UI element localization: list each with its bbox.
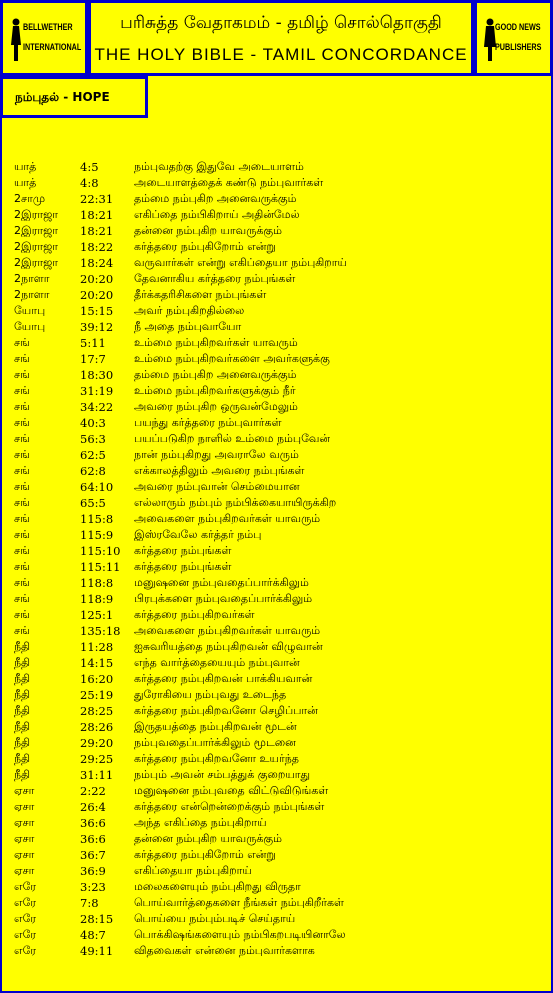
verse-excerpt: அவரை நம்புகிற ஒருவன்மேலும் [134, 400, 298, 413]
verse-reference: 64:10 [80, 480, 114, 494]
right-logo-line-2: PUBLISHERS [495, 42, 542, 52]
verse-excerpt: கர்த்தரை நம்புகிறவனோ உயர்ந்த [134, 752, 299, 765]
book-abbrev: சங் [14, 368, 30, 381]
goodnews-logo [474, 0, 553, 76]
verse-excerpt: பொக்கிஷங்களையும் நம்பிகறபடியினாலே [134, 928, 346, 941]
list-item [14, 271, 544, 287]
verse-excerpt: உம்மை நம்புகிறவர்களை அவர்களுக்கு [134, 352, 330, 365]
verse-excerpt: எகிப்தையா நம்புகிறாய் [134, 864, 252, 877]
verse-reference: 4:8 [80, 176, 99, 190]
book-abbrev: நீதி [14, 704, 31, 717]
verse-excerpt: பயப்படுகிற நாளில் உம்மை நம்புவேன் [134, 432, 331, 445]
list-item [14, 351, 544, 367]
list-item [14, 159, 544, 175]
verse-reference: 17:7 [80, 352, 106, 366]
verse-reference: 18:22 [80, 240, 114, 254]
list-item [14, 479, 544, 495]
verse-reference: 125:1 [80, 608, 114, 622]
verse-excerpt: கர்த்தரை நம்புங்கள் [134, 560, 232, 573]
book-abbrev: ஏசா [14, 784, 35, 797]
verse-excerpt: கர்த்தரை நம்புகிறோம் என்று [134, 848, 276, 861]
verse-excerpt: நீ அதை நம்புவாயோ [134, 320, 242, 333]
verse-excerpt: கர்த்தரை நம்புகிறவனோ செழிப்பான் [134, 704, 318, 717]
section-title: நம்புதல் - HOPE [15, 90, 110, 104]
verse-excerpt: மனுஷனை நம்புவதை விட்டுவிடுங்கள் [134, 784, 329, 797]
verse-reference: 40:3 [80, 416, 106, 430]
verse-reference: 11:28 [80, 640, 114, 654]
list-item [14, 575, 544, 591]
verse-reference: 29:25 [80, 752, 114, 766]
section-header [0, 76, 148, 118]
verse-reference: 48:7 [80, 928, 106, 942]
verse-reference: 115:9 [80, 528, 114, 542]
book-abbrev: சங் [14, 400, 30, 413]
verse-excerpt: துரோகியை நம்புவது உடைந்த [134, 688, 287, 701]
verse-excerpt: அவைகளை நம்புகிறவர்கள் யாவரும் [134, 624, 321, 637]
verse-excerpt: அவைகளை நம்புகிறவர்கள் யாவரும் [134, 512, 321, 525]
list-item [14, 415, 544, 431]
book-abbrev: எரே [14, 912, 37, 925]
verse-reference: 26:4 [80, 800, 106, 814]
list-item [14, 255, 544, 271]
list-item [14, 447, 544, 463]
verse-reference: 62:8 [80, 464, 106, 478]
book-abbrev: ஏசா [14, 816, 35, 829]
list-item [14, 463, 544, 479]
book-abbrev: நீதி [14, 656, 31, 669]
list-item [14, 943, 544, 959]
verse-reference: 135:18 [80, 624, 121, 638]
title-tamil: பரிசுத்த வேதாகமம் - தமிழ் சொல்தொகுதி [120, 13, 442, 33]
verse-excerpt: எகிப்தை நம்பிகிறாய் அதின்மேல் [134, 208, 300, 221]
verse-excerpt: தன்னை நம்புகிற யாவருக்கும் [134, 224, 282, 237]
book-abbrev: யாத் [14, 160, 37, 173]
list-item [14, 287, 544, 303]
verse-excerpt: தம்மை நம்புகிற அனைவருக்கும் [134, 192, 297, 205]
verse-reference: 18:21 [80, 224, 114, 238]
book-abbrev: எரே [14, 880, 37, 893]
verse-reference: 36:6 [80, 816, 106, 830]
book-abbrev: ஏசா [14, 800, 35, 813]
list-item [14, 623, 544, 639]
verse-excerpt: கர்த்தரை நம்புகிறவன் பாக்கியவான் [134, 672, 313, 685]
verse-reference: 118:8 [80, 576, 114, 590]
verse-reference: 18:24 [80, 256, 114, 270]
book-abbrev: யோபு [14, 320, 46, 333]
book-abbrev: சங் [14, 416, 30, 429]
verse-excerpt: எக்காலத்திலும் அவரை நம்புங்கள் [134, 464, 305, 477]
verse-reference: 3:23 [80, 880, 106, 894]
list-item [14, 543, 544, 559]
book-abbrev: நீதி [14, 768, 31, 781]
verse-excerpt: பயந்து கர்த்தரை நம்புவார்கள் [134, 416, 282, 429]
list-item [14, 367, 544, 383]
verse-excerpt: இருதயத்தை நம்புகிறவன் மூடன் [134, 720, 297, 733]
verse-reference: 22:31 [80, 192, 114, 206]
verse-reference: 28:25 [80, 704, 114, 718]
verse-reference: 28:15 [80, 912, 114, 926]
verse-reference: 39:12 [80, 320, 114, 334]
list-item [14, 703, 544, 719]
verse-reference: 25:19 [80, 688, 114, 702]
book-abbrev: சங் [14, 432, 30, 445]
list-item [14, 511, 544, 527]
title-english: THE HOLY BIBLE - TAMIL CONCORDANCE [94, 45, 468, 64]
verse-reference: 34:22 [80, 400, 114, 414]
verse-excerpt: தம்மை நம்புகிற அனைவருக்கும் [134, 368, 297, 381]
verse-excerpt: உம்மை நம்புகிறவர்களுக்கும் நீர் [134, 384, 296, 397]
list-item [14, 815, 544, 831]
list-item [14, 847, 544, 863]
list-item [14, 319, 544, 335]
book-abbrev: 2இராஜா [14, 208, 59, 221]
verse-reference: 49:11 [80, 944, 114, 958]
book-abbrev: ஏசா [14, 848, 35, 861]
list-item [14, 863, 544, 879]
verse-reference: 20:20 [80, 272, 114, 286]
book-abbrev: சங் [14, 560, 30, 573]
verse-reference: 115:11 [80, 560, 121, 574]
verse-excerpt: மலைகளையும் நம்புகிறது விருதா [134, 880, 301, 893]
book-abbrev: நீதி [14, 736, 31, 749]
book-abbrev: சங் [14, 480, 30, 493]
verse-excerpt: இஸ்ரவேலே கர்த்தர் நம்பு [134, 528, 262, 541]
list-item [14, 207, 544, 223]
list-item [14, 639, 544, 655]
book-abbrev: சங் [14, 464, 30, 477]
verse-excerpt: மனுஷனை நம்புவதைப்பார்க்கிலும் [134, 576, 309, 589]
verse-reference: 118:9 [80, 592, 114, 606]
verse-reference: 16:20 [80, 672, 114, 686]
right-logo-line-1: GOOD NEWS [495, 22, 541, 32]
book-abbrev: நீதி [14, 752, 31, 765]
verse-excerpt: கர்த்தரை நம்புகிறவர்கள் [134, 608, 255, 621]
book-abbrev: 2இராஜா [14, 256, 59, 269]
verse-reference: 115:8 [80, 512, 114, 526]
verse-excerpt: உம்மை நம்புகிறவர்கள் யாவரும் [134, 336, 298, 349]
list-item [14, 831, 544, 847]
list-item [14, 223, 544, 239]
book-abbrev: நீதி [14, 720, 31, 733]
book-abbrev: 2நாளா [14, 272, 50, 285]
verse-excerpt: அடையாளத்தைக் கண்டு நம்புவார்கள் [134, 176, 324, 189]
book-abbrev: நீதி [14, 672, 31, 685]
verse-excerpt: நான் நம்புகிறது அவராலே வரும் [134, 448, 299, 461]
book-abbrev: நீதி [14, 688, 31, 701]
list-item [14, 751, 544, 767]
verse-reference: 36:9 [80, 864, 106, 878]
verse-reference: 115:10 [80, 544, 121, 558]
verse-reference: 18:30 [80, 368, 114, 382]
list-item [14, 335, 544, 351]
list-item [14, 591, 544, 607]
list-item [14, 191, 544, 207]
verse-excerpt: கர்த்தரை என்றென்றைக்கும் நம்புங்கள் [134, 800, 325, 813]
verse-excerpt: பொய்வார்த்தைகளை நீங்கள் நம்புகிறீர்கள் [134, 896, 344, 909]
verse-excerpt: நம்புவதைப்பார்க்கிலும் மூடனை [134, 736, 296, 749]
book-abbrev: சங் [14, 592, 30, 605]
book-abbrev: 2சாமு [14, 192, 46, 205]
verse-reference: 4:5 [80, 160, 99, 174]
book-abbrev: எரே [14, 896, 37, 909]
list-item [14, 239, 544, 255]
book-abbrev: சங் [14, 608, 30, 621]
verse-reference: 36:6 [80, 832, 106, 846]
list-item [14, 175, 544, 191]
list-item [14, 735, 544, 751]
title-banner [88, 0, 474, 76]
book-abbrev: சங் [14, 528, 30, 541]
verse-reference: 31:19 [80, 384, 114, 398]
verse-excerpt: கர்த்தரை நம்புகிறோம் என்று [134, 240, 276, 253]
list-item [14, 783, 544, 799]
list-item [14, 399, 544, 415]
verse-reference: 20:20 [80, 288, 114, 302]
list-item [14, 879, 544, 895]
verse-excerpt: நம்புவதற்கு இதுவே அடையாளம் [134, 160, 304, 173]
book-abbrev: சங் [14, 448, 30, 461]
book-abbrev: சங் [14, 496, 30, 509]
book-abbrev: ஏசா [14, 864, 35, 877]
verse-excerpt: எல்லாரும் நம்பும் நம்பிக்கையாயிருக்கிற [134, 496, 337, 509]
book-abbrev: எரே [14, 944, 37, 957]
verse-excerpt: கர்த்தரை நம்புங்கள் [134, 544, 232, 557]
verse-excerpt: பொய்யை நம்பும்படிச் செய்தாய் [134, 912, 296, 925]
list-item [14, 927, 544, 943]
book-abbrev: 2இராஜா [14, 240, 59, 253]
book-abbrev: எரே [14, 928, 37, 941]
list-item [14, 527, 544, 543]
verse-reference: 2:22 [80, 784, 106, 798]
verse-reference: 28:26 [80, 720, 114, 734]
verse-reference: 31:11 [80, 768, 114, 782]
book-abbrev: ஏசா [14, 832, 35, 845]
verse-reference: 36:7 [80, 848, 106, 862]
verse-reference: 15:15 [80, 304, 114, 318]
list-item [14, 559, 544, 575]
verse-excerpt: பிரபுக்களை நம்புவதைப்பார்க்கிலும் [134, 592, 313, 605]
verse-reference: 29:20 [80, 736, 114, 750]
verse-excerpt: விதவைகள் என்னை நம்புவார்களாக [134, 944, 315, 957]
verse-excerpt: எந்த வார்த்தையையும் நம்புவான் [134, 656, 300, 669]
list-item [14, 799, 544, 815]
list-item [14, 767, 544, 783]
bellwether-logo [0, 0, 88, 76]
list-item [14, 607, 544, 623]
list-item [14, 895, 544, 911]
verse-reference: 65:5 [80, 496, 106, 510]
verse-reference: 7:8 [80, 896, 99, 910]
verse-reference: 56:3 [80, 432, 106, 446]
verse-excerpt: வருவார்கள் என்று எகிப்தையா நம்புகிறாய் [134, 256, 347, 269]
verse-excerpt: ஐசுவரியத்தை நம்புகிறவன் விழுவான் [134, 640, 323, 653]
list-item [14, 431, 544, 447]
list-item [14, 687, 544, 703]
book-abbrev: யோபு [14, 304, 46, 317]
concordance-list [14, 159, 544, 959]
list-item [14, 495, 544, 511]
verse-reference: 5:11 [80, 336, 106, 350]
list-item [14, 383, 544, 399]
book-abbrev: சங் [14, 624, 30, 637]
verse-reference: 18:21 [80, 208, 114, 222]
book-abbrev: யாத் [14, 176, 37, 189]
book-abbrev: சங் [14, 544, 30, 557]
list-item [14, 911, 544, 927]
list-item [14, 655, 544, 671]
book-abbrev: 2நாளா [14, 288, 50, 301]
book-abbrev: நீதி [14, 640, 31, 653]
book-abbrev: சங் [14, 384, 30, 397]
book-abbrev: சங் [14, 512, 30, 525]
figure-icon [9, 17, 23, 63]
book-abbrev: 2இராஜா [14, 224, 59, 237]
verse-excerpt: அந்த எகிப்தை நம்புகிறாய் [134, 816, 267, 829]
book-abbrev: சங் [14, 576, 30, 589]
list-item [14, 671, 544, 687]
verse-excerpt: அவரை நம்புவான் செம்மையான [134, 480, 300, 493]
book-abbrev: சங் [14, 336, 30, 349]
left-logo-line-1: BELLWETHER [23, 22, 73, 32]
verse-excerpt: தீர்க்கதரிசிகளை நம்புங்கள் [134, 288, 267, 301]
verse-excerpt: தேவனாகிய கர்த்தரை நம்புங்கள் [134, 272, 296, 285]
list-item [14, 719, 544, 735]
list-item [14, 303, 544, 319]
verse-reference: 14:15 [80, 656, 114, 670]
verse-reference: 62:5 [80, 448, 106, 462]
book-abbrev: சங் [14, 352, 30, 365]
verse-excerpt: நம்பும் அவன் சம்பத்துக் குறையாது [134, 768, 311, 781]
verse-excerpt: அவர் நம்புகிறதில்லை [134, 304, 245, 317]
verse-excerpt: தன்னை நம்புகிற யாவருக்கும் [134, 832, 282, 845]
left-logo-line-2: INTERNATIONAL [23, 42, 82, 52]
